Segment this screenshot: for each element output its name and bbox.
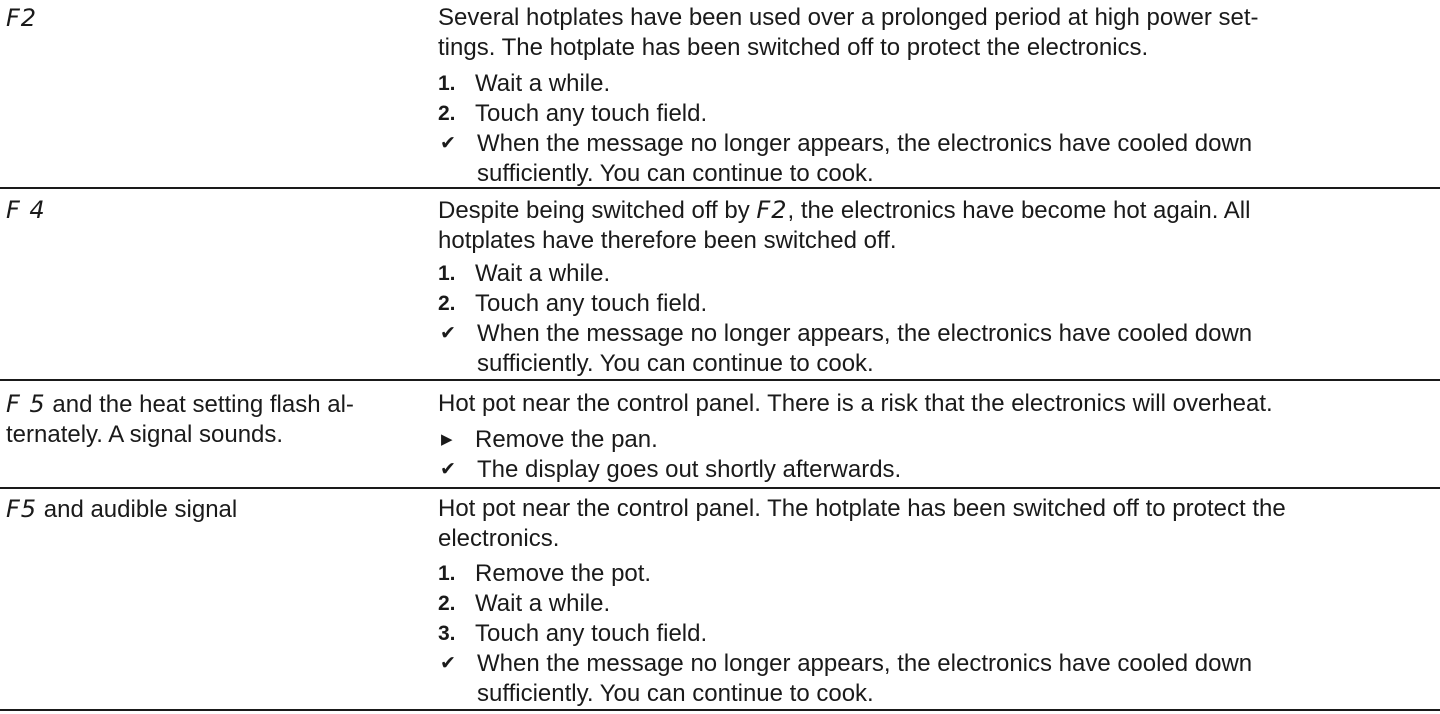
fault-description: Hot pot near the control panel. The hotplate has been switched off to protect the electronics. xyxy=(438,495,1286,552)
step-item xyxy=(438,289,1428,319)
fault-code: F 4 xyxy=(6,196,46,224)
description-text: Despite being switched off by xyxy=(438,197,757,224)
step-item xyxy=(438,559,1428,589)
fault-code: F2 xyxy=(6,4,38,32)
result-text: The display goes out shortly afterwards. xyxy=(477,456,902,483)
step-text: Touch any touch field. xyxy=(475,620,708,647)
result-text: When the message no longer appears, the electronics have cooled down sufficiently. You can continue to cook. xyxy=(477,650,1253,707)
step-number: 1. xyxy=(438,562,456,585)
fault-description: Hot pot near the control panel. There is a risk that the electronics will overheat. xyxy=(438,390,1273,417)
result-item xyxy=(438,649,1428,709)
step-item xyxy=(438,589,1428,619)
step-item xyxy=(438,259,1428,289)
fault-description-cell xyxy=(438,389,1428,485)
step-item xyxy=(438,69,1428,99)
checkmark-icon: ✔ xyxy=(440,459,456,480)
checkmark-icon: ✔ xyxy=(440,323,456,344)
fault-code: F 5 xyxy=(6,390,46,418)
result-item xyxy=(438,319,1428,379)
fault-code-cell xyxy=(6,389,406,450)
fault-row-f5-signal xyxy=(0,489,1440,711)
result-text: When the message no longer appears, the electronics have cooled down sufficiently. You can continue to cook. xyxy=(477,320,1253,377)
triangle-right-icon: ▶ xyxy=(441,431,453,448)
fault-row-f4 xyxy=(0,189,1440,381)
inline-fault-code: F2 xyxy=(756,196,788,224)
step-text: Wait a while. xyxy=(475,70,611,97)
description-text: , the electronics have become hot again. All hotplates have therefore been switched off. xyxy=(438,197,1251,254)
fault-description-cell xyxy=(438,3,1428,189)
fault-description-cell xyxy=(438,494,1428,709)
fault-description-cell xyxy=(438,195,1428,379)
action-item xyxy=(438,425,1428,455)
step-text: Wait a while. xyxy=(475,260,611,287)
step-number: 1. xyxy=(438,262,456,285)
step-text: Wait a while. xyxy=(475,590,611,617)
step-item xyxy=(438,99,1428,129)
fault-row-f2 xyxy=(0,0,1440,189)
step-number: 2. xyxy=(438,592,456,615)
step-number: 1. xyxy=(438,72,456,95)
fault-code: F5 xyxy=(6,495,38,523)
step-number: 3. xyxy=(438,622,456,645)
step-number: 2. xyxy=(438,292,456,315)
step-item xyxy=(438,619,1428,649)
fault-condition: and audible signal xyxy=(37,496,238,523)
action-text: Remove the pan. xyxy=(475,426,658,453)
fault-code-cell xyxy=(6,195,406,226)
result-item xyxy=(438,455,1428,485)
fault-row-f5-flash xyxy=(0,381,1440,489)
fault-code-cell xyxy=(6,494,406,525)
step-text: Touch any touch field. xyxy=(475,290,708,317)
fault-condition: and the heat setting flash al- ternately. A signal sounds. xyxy=(6,391,354,448)
step-text: Remove the pot. xyxy=(475,560,652,587)
fault-description xyxy=(438,195,1428,256)
step-text: Touch any touch field. xyxy=(475,100,708,127)
result-item xyxy=(438,129,1428,189)
checkmark-icon: ✔ xyxy=(440,133,456,154)
checkmark-icon: ✔ xyxy=(440,653,456,674)
fault-code-cell xyxy=(6,3,406,34)
result-text: When the message no longer appears, the electronics have cooled down sufficiently. You can continue to cook. xyxy=(477,130,1253,187)
step-number: 2. xyxy=(438,102,456,125)
fault-description: Several hotplates have been used over a prolonged period at high power set- tings. The hotplate has been switched off to protect the electronics. xyxy=(438,4,1259,61)
